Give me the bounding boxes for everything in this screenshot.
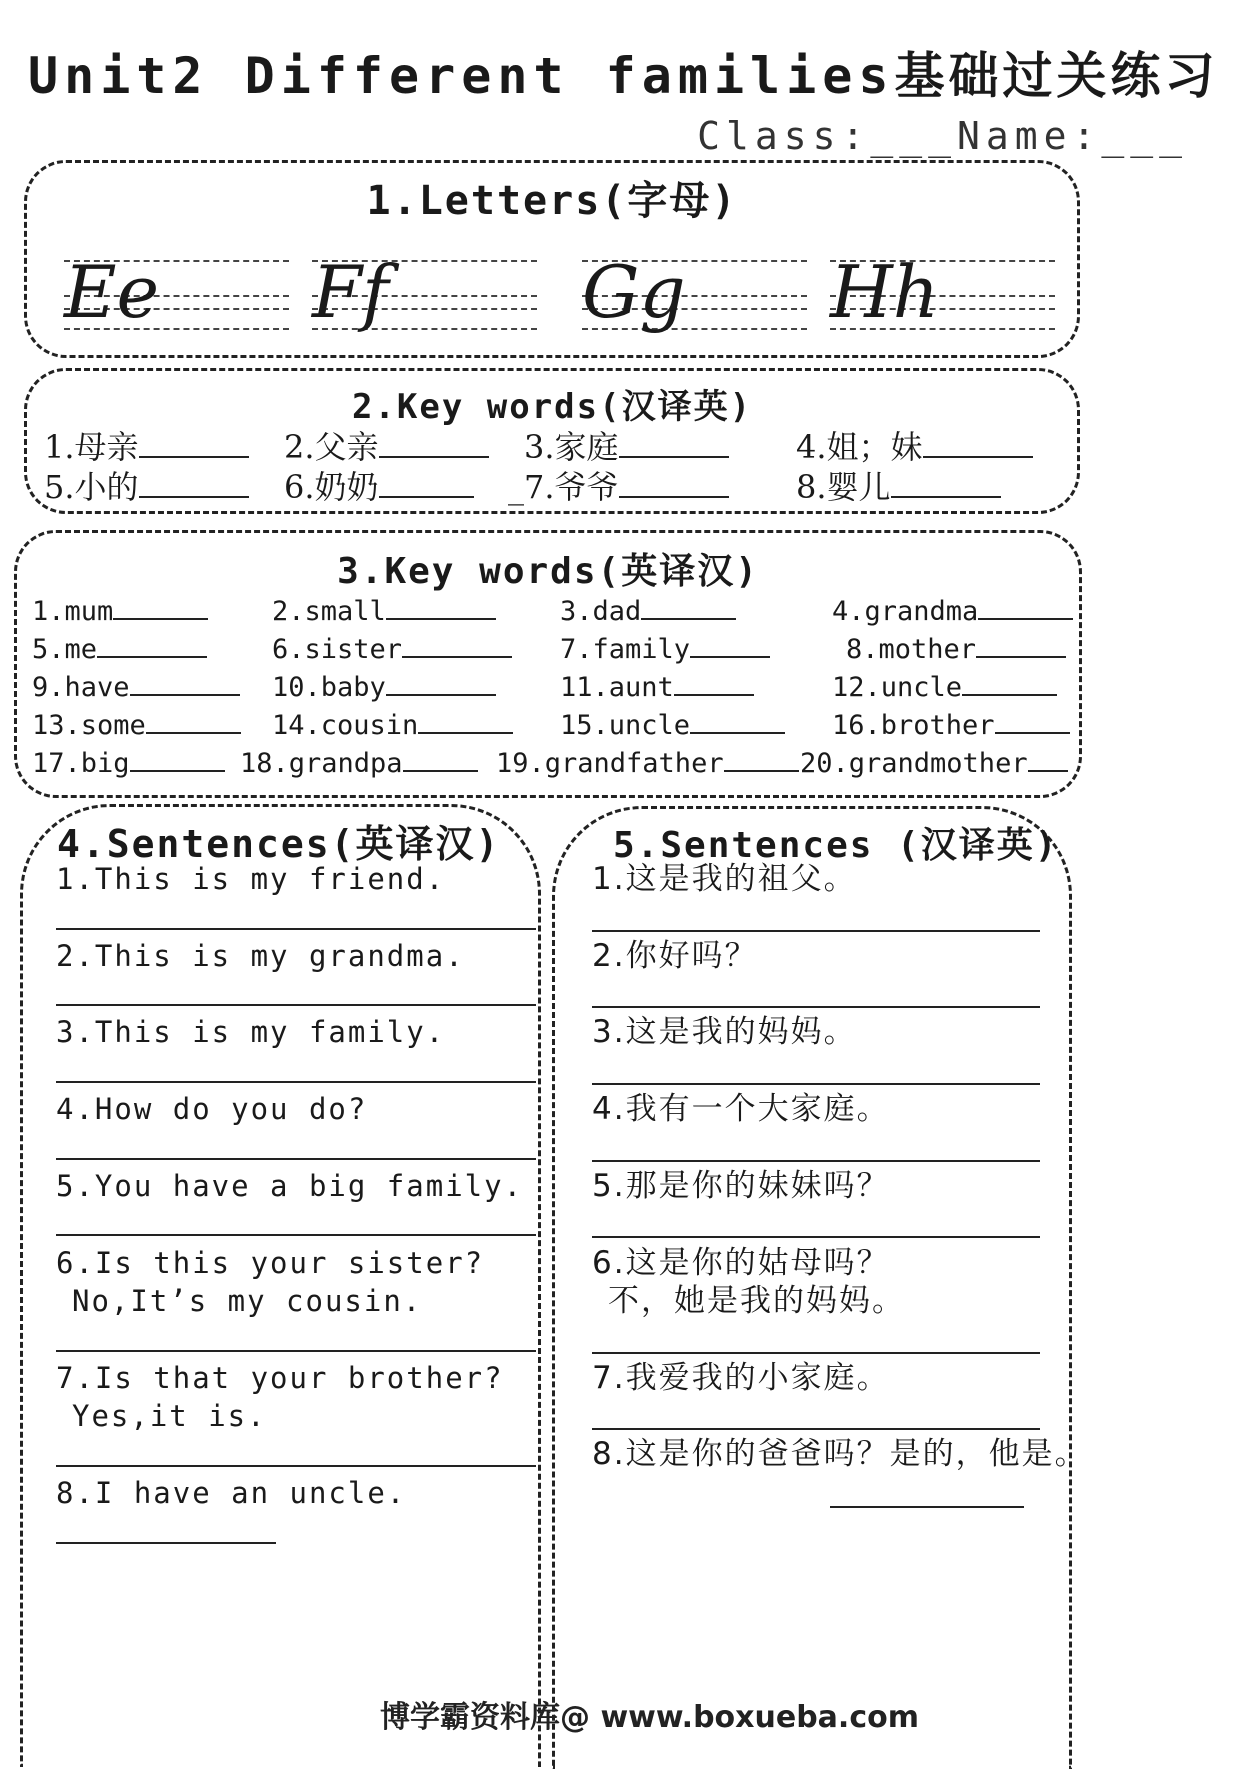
answer-line[interactable] bbox=[592, 1083, 1040, 1085]
keyword-item[interactable]: 1.母亲 bbox=[44, 422, 249, 468]
letter-practice-gg[interactable] bbox=[582, 250, 807, 350]
keyword-item[interactable]: 4.grandma bbox=[832, 590, 1073, 627]
answer-line[interactable] bbox=[830, 1506, 1024, 1508]
answer-line[interactable] bbox=[592, 930, 1040, 932]
sentence-prompt: 3.这是我的妈妈。 bbox=[592, 1014, 857, 1050]
sentence-prompt: No,It’s my cousin. bbox=[72, 1284, 423, 1318]
answer-line[interactable] bbox=[56, 1542, 276, 1544]
letter-practice-ff[interactable] bbox=[312, 250, 537, 350]
keyword-item[interactable]: 14.cousin bbox=[272, 704, 513, 741]
sentence-prompt: 6.这是你的姑母吗？ bbox=[592, 1245, 890, 1281]
keyword-item[interactable]: 18.grandpa bbox=[240, 742, 478, 779]
sentence-prompt: 3.This is my family. bbox=[56, 1015, 446, 1049]
keyword-item[interactable]: 9.have bbox=[32, 666, 240, 703]
class-name-field[interactable]: Class:___Name:___ bbox=[697, 114, 1188, 158]
sentence-prompt: 5.You have a big family. bbox=[56, 1169, 524, 1203]
answer-line[interactable] bbox=[592, 1236, 1040, 1238]
letter-glyph: Gg bbox=[582, 250, 686, 334]
sentence-prompt: 8.这是你的爸爸吗？是的，他是。 bbox=[592, 1436, 1088, 1472]
sentence-prompt: 7.Is that your brother? bbox=[56, 1361, 504, 1395]
keyword-item[interactable]: 2.small bbox=[272, 590, 496, 627]
answer-line[interactable] bbox=[592, 1006, 1040, 1008]
keyword-item[interactable]: 11.aunt bbox=[560, 666, 754, 703]
sentence-prompt: 6.Is this your sister? bbox=[56, 1246, 485, 1280]
keyword-item[interactable]: 1.mum bbox=[32, 590, 208, 627]
letter-glyph: Hh bbox=[830, 250, 940, 334]
keywords-en-cn-title: 3.Key words(英译汉) bbox=[337, 551, 759, 592]
sentence-prompt: 4.How do you do? bbox=[56, 1092, 368, 1126]
keyword-item[interactable]: 6.sister bbox=[272, 628, 512, 665]
keyword-item[interactable]: 8.婴儿 bbox=[796, 462, 1001, 508]
footer-watermark: 博学霸资料库@ www.boxueba.com bbox=[380, 1700, 919, 1735]
letter-practice-ee[interactable] bbox=[64, 250, 289, 350]
keyword-item[interactable]: 3.家庭 bbox=[524, 422, 729, 468]
answer-line[interactable] bbox=[56, 1004, 536, 1006]
answer-line[interactable] bbox=[592, 1352, 1040, 1354]
sentence-prompt: 8.I have an uncle. bbox=[56, 1476, 407, 1510]
keyword-item[interactable]: 4.姐；妹 bbox=[796, 422, 1033, 468]
page-title: Unit2 Different families基础过关练习 bbox=[28, 47, 1219, 105]
sentence-prompt: 4.我有一个大家庭。 bbox=[592, 1091, 890, 1127]
sentence-prompt: 1.This is my friend. bbox=[56, 862, 446, 896]
sentence-prompt: 2.你好吗？ bbox=[592, 938, 758, 974]
letter-practice-hh[interactable] bbox=[830, 250, 1055, 350]
keyword-item[interactable]: 2.父亲 bbox=[284, 422, 489, 468]
keywords-cn-en-title: 2.Key words(汉译英) bbox=[351, 387, 753, 427]
keyword-item[interactable]: 3.dad bbox=[560, 590, 736, 627]
answer-line[interactable] bbox=[56, 1234, 536, 1236]
sentence-prompt: 1.这是我的祖父。 bbox=[592, 861, 857, 897]
keyword-item[interactable]: 7.family bbox=[560, 628, 770, 665]
keyword-item[interactable]: _7.爷爷 bbox=[508, 462, 729, 508]
answer-line[interactable] bbox=[56, 1081, 536, 1083]
keyword-item[interactable]: 20.grandmother bbox=[800, 742, 1068, 779]
keyword-item[interactable]: 6.奶奶 bbox=[284, 462, 474, 508]
keyword-item[interactable]: 13.some bbox=[32, 704, 241, 741]
sentence-prompt: 7.我爱我的小家庭。 bbox=[592, 1360, 890, 1396]
keyword-item[interactable]: 19.grandfather bbox=[496, 742, 799, 779]
letter-glyph: Ff bbox=[312, 250, 389, 334]
answer-line[interactable] bbox=[592, 1160, 1040, 1162]
keyword-item[interactable]: 8.mother bbox=[846, 628, 1066, 665]
sentence-prompt: 2.This is my grandma. bbox=[56, 939, 465, 973]
sentences-en-cn-title: 4.Sentences(英译汉) bbox=[57, 822, 501, 866]
keyword-item[interactable]: 12.uncle bbox=[832, 666, 1057, 703]
keyword-item[interactable]: 5.小的 bbox=[44, 462, 249, 508]
answer-line[interactable] bbox=[592, 1428, 1040, 1430]
answer-line[interactable] bbox=[56, 928, 536, 930]
answer-line[interactable] bbox=[56, 1158, 536, 1160]
letter-glyph: Ee bbox=[64, 250, 160, 334]
sentence-prompt: 不，她是我的妈妈。 bbox=[608, 1283, 905, 1319]
sentences-cn-en-title: 5.Sentences (汉译英) bbox=[613, 825, 1059, 866]
keyword-item[interactable]: 17.big bbox=[32, 742, 225, 779]
sentence-prompt: Yes,it is. bbox=[72, 1399, 267, 1433]
keyword-item[interactable]: 10.baby bbox=[272, 666, 496, 703]
letters-section-title: 1.Letters(字母) bbox=[366, 178, 738, 224]
keyword-item[interactable]: 16.brother bbox=[832, 704, 1070, 741]
sentence-prompt: 5.那是你的妹妹吗？ bbox=[592, 1168, 890, 1204]
keyword-item[interactable]: 5.me bbox=[32, 628, 207, 665]
answer-line[interactable] bbox=[56, 1350, 536, 1352]
answer-line[interactable] bbox=[56, 1465, 536, 1467]
keyword-item[interactable]: 15.uncle bbox=[560, 704, 785, 741]
